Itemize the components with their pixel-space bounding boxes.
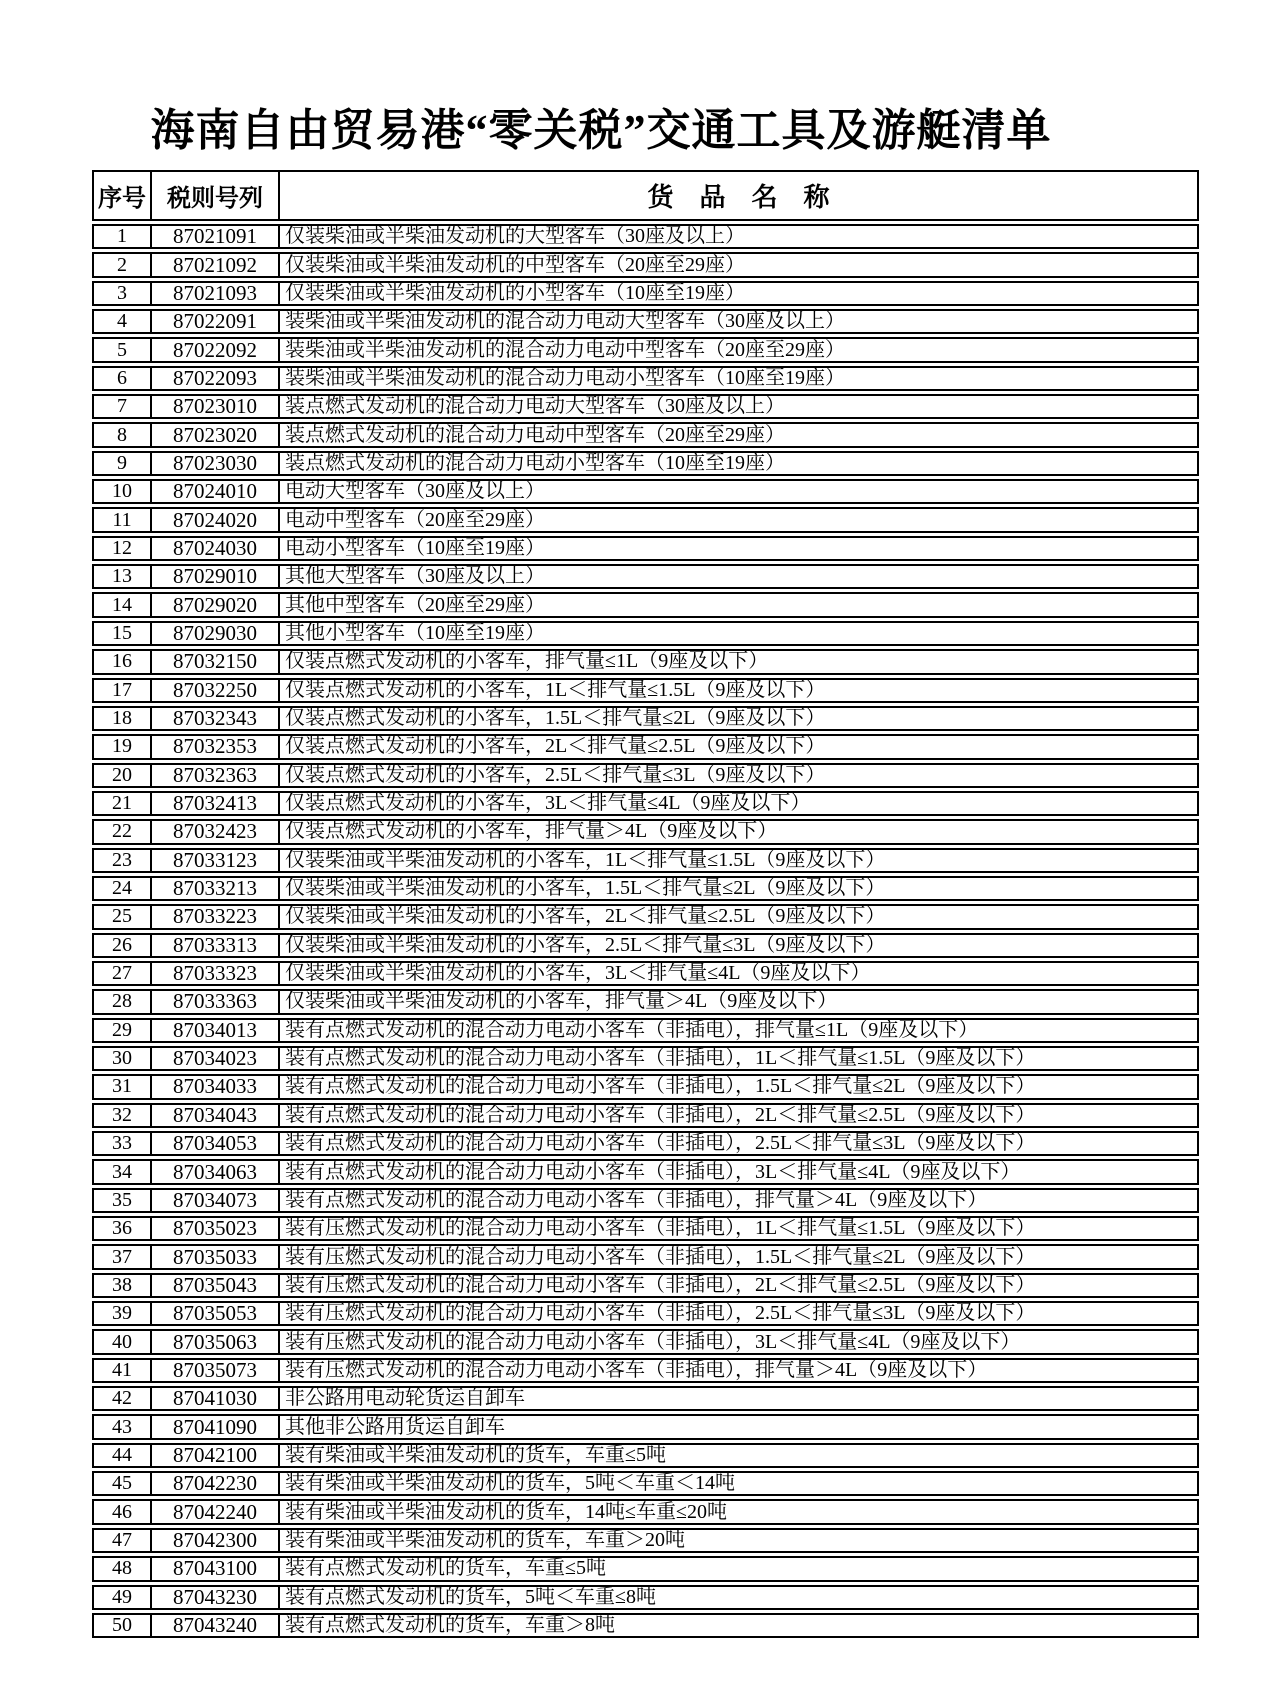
table-row xyxy=(92,252,1199,277)
product-name-cell: 仅装点燃式发动机的小客车，1L＜排气量≤1.5L（9座及以下） xyxy=(280,678,1199,703)
serial-number-cell: 20 xyxy=(92,763,152,788)
table-row xyxy=(92,961,1199,986)
product-name-cell: 装有点燃式发动机的混合动力电动小客车（非插电），2L＜排气量≤2.5L（9座及以下） xyxy=(280,1103,1199,1128)
tariff-code-cell: 87023030 xyxy=(152,451,280,476)
serial-number-cell: 26 xyxy=(92,933,152,958)
table-row xyxy=(92,564,1199,589)
tariff-code-cell: 87022092 xyxy=(152,337,280,362)
tariff-code-cell: 87024010 xyxy=(152,479,280,504)
serial-number-cell: 19 xyxy=(92,734,152,759)
serial-number-cell: 9 xyxy=(92,451,152,476)
table-row xyxy=(92,1074,1199,1099)
product-name-cell: 仅装柴油或半柴油发动机的小客车，3L＜排气量≤4L（9座及以下） xyxy=(280,961,1199,986)
table-row xyxy=(92,1613,1199,1638)
serial-number-cell: 1 xyxy=(92,224,152,249)
serial-number-cell: 47 xyxy=(92,1528,152,1553)
tariff-code-cell: 87032363 xyxy=(152,763,280,788)
product-name-cell: 仅装柴油或半柴油发动机的小客车，2L＜排气量≤2.5L（9座及以下） xyxy=(280,904,1199,929)
tariff-code-cell: 87024030 xyxy=(152,536,280,561)
tariff-code-cell: 87034053 xyxy=(152,1131,280,1156)
tariff-code-cell: 87035033 xyxy=(152,1244,280,1269)
serial-number-cell: 18 xyxy=(92,706,152,731)
serial-number-cell: 23 xyxy=(92,848,152,873)
table-row xyxy=(92,451,1199,476)
product-name-cell: 其他非公路用货运自卸车 xyxy=(280,1414,1199,1439)
product-name-cell: 仅装柴油或半柴油发动机的小客车，排气量＞4L（9座及以下） xyxy=(280,989,1199,1014)
serial-number-cell: 6 xyxy=(92,366,152,391)
tariff-code-cell: 87029030 xyxy=(152,621,280,646)
serial-number-cell: 45 xyxy=(92,1471,152,1496)
serial-number-cell: 40 xyxy=(92,1329,152,1354)
product-name-cell: 电动小型客车（10座至19座） xyxy=(280,536,1199,561)
tariff-code-cell: 87034023 xyxy=(152,1046,280,1071)
product-name-cell: 非公路用电动轮货运自卸车 xyxy=(280,1386,1199,1411)
serial-number-cell: 22 xyxy=(92,819,152,844)
tariff-code-cell: 87035063 xyxy=(152,1329,280,1354)
product-name-cell: 仅装柴油或半柴油发动机的小客车，2.5L＜排气量≤3L（9座及以下） xyxy=(280,933,1199,958)
product-name-cell: 其他中型客车（20座至29座） xyxy=(280,592,1199,617)
product-name-cell: 装有柴油或半柴油发动机的货车，14吨≤车重≤20吨 xyxy=(280,1499,1199,1524)
serial-number-cell: 5 xyxy=(92,337,152,362)
serial-number-cell: 14 xyxy=(92,592,152,617)
serial-number-cell: 48 xyxy=(92,1556,152,1581)
serial-number-cell: 32 xyxy=(92,1103,152,1128)
product-name-cell: 装有压燃式发动机的混合动力电动小客车（非插电），1L＜排气量≤1.5L（9座及以下） xyxy=(280,1216,1199,1241)
table-row xyxy=(92,1358,1199,1383)
table-row xyxy=(92,366,1199,391)
tariff-code-cell: 87034033 xyxy=(152,1074,280,1099)
table-row xyxy=(92,649,1199,674)
product-name-cell: 仅装点燃式发动机的小客车，2.5L＜排气量≤3L（9座及以下） xyxy=(280,763,1199,788)
serial-number-cell: 15 xyxy=(92,621,152,646)
tariff-code-cell: 87032353 xyxy=(152,734,280,759)
serial-number-cell: 36 xyxy=(92,1216,152,1241)
tariff-code-cell: 87021092 xyxy=(152,252,280,277)
tariff-code-cell: 87042240 xyxy=(152,1499,280,1524)
serial-number-cell: 33 xyxy=(92,1131,152,1156)
product-name-cell: 其他大型客车（30座及以上） xyxy=(280,564,1199,589)
serial-number-cell: 17 xyxy=(92,678,152,703)
table-row xyxy=(92,1386,1199,1411)
tariff-list-table xyxy=(92,167,1199,1641)
table-row xyxy=(92,1414,1199,1439)
table-row xyxy=(92,848,1199,873)
product-name-cell: 仅装点燃式发动机的小客车，1.5L＜排气量≤2L（9座及以下） xyxy=(280,706,1199,731)
product-name-cell: 装有点燃式发动机的混合动力电动小客车（非插电），排气量＞4L（9座及以下） xyxy=(280,1188,1199,1213)
table-row xyxy=(92,1585,1199,1610)
product-name-cell: 装点燃式发动机的混合动力电动大型客车（30座及以上） xyxy=(280,394,1199,419)
serial-number-cell: 31 xyxy=(92,1074,152,1099)
serial-number-cell: 25 xyxy=(92,904,152,929)
serial-number-cell: 2 xyxy=(92,252,152,277)
table-row xyxy=(92,1216,1199,1241)
table-header-row xyxy=(92,170,1199,221)
table-row xyxy=(92,791,1199,816)
product-name-cell: 仅装柴油或半柴油发动机的中型客车（20座至29座） xyxy=(280,252,1199,277)
product-name-cell: 装点燃式发动机的混合动力电动小型客车（10座至19座） xyxy=(280,451,1199,476)
table-row xyxy=(92,1471,1199,1496)
product-name-cell: 装有点燃式发动机的货车，车重≤5吨 xyxy=(280,1556,1199,1581)
serial-number-cell: 11 xyxy=(92,507,152,532)
table-row xyxy=(92,1131,1199,1156)
tariff-code-cell: 87032250 xyxy=(152,678,280,703)
serial-number-cell: 24 xyxy=(92,876,152,901)
product-name-cell: 仅装柴油或半柴油发动机的小客车，1.5L＜排气量≤2L（9座及以下） xyxy=(280,876,1199,901)
table-row xyxy=(92,1528,1199,1553)
table-row xyxy=(92,1046,1199,1071)
product-name-cell: 装柴油或半柴油发动机的混合动力电动大型客车（30座及以上） xyxy=(280,309,1199,334)
table-row xyxy=(92,1244,1199,1269)
product-name-cell: 仅装点燃式发动机的小客车，排气量＞4L（9座及以下） xyxy=(280,819,1199,844)
tariff-code-cell: 87033223 xyxy=(152,904,280,929)
table-row xyxy=(92,904,1199,929)
table-row xyxy=(92,1188,1199,1213)
tariff-code-cell: 87032423 xyxy=(152,819,280,844)
table-row xyxy=(92,734,1199,759)
tariff-code-cell: 87024020 xyxy=(152,507,280,532)
tariff-code-cell: 87035023 xyxy=(152,1216,280,1241)
tariff-code-cell: 87032413 xyxy=(152,791,280,816)
table-body xyxy=(92,224,1199,1638)
table-row xyxy=(92,1301,1199,1326)
tariff-code-cell: 87041030 xyxy=(152,1386,280,1411)
product-name-cell: 仅装柴油或半柴油发动机的小型客车（10座至19座） xyxy=(280,281,1199,306)
product-name-cell: 装有压燃式发动机的混合动力电动小客车（非插电），2.5L＜排气量≤3L（9座及以下） xyxy=(280,1301,1199,1326)
serial-number-cell: 34 xyxy=(92,1159,152,1184)
table-row xyxy=(92,1273,1199,1298)
serial-number-cell: 12 xyxy=(92,536,152,561)
table-row xyxy=(92,536,1199,561)
tariff-code-cell: 87035073 xyxy=(152,1358,280,1383)
tariff-code-cell: 87042230 xyxy=(152,1471,280,1496)
tariff-code-cell: 87034043 xyxy=(152,1103,280,1128)
tariff-code-cell: 87021093 xyxy=(152,281,280,306)
product-name-cell: 装有点燃式发动机的货车，5吨＜车重≤8吨 xyxy=(280,1585,1199,1610)
table-row xyxy=(92,592,1199,617)
tariff-code-cell: 87035053 xyxy=(152,1301,280,1326)
tariff-code-cell: 87033123 xyxy=(152,848,280,873)
product-name-cell: 装柴油或半柴油发动机的混合动力电动中型客车（20座至29座） xyxy=(280,337,1199,362)
product-name-cell: 装有压燃式发动机的混合动力电动小客车（非插电），2L＜排气量≤2.5L（9座及以下） xyxy=(280,1273,1199,1298)
page-title: 海南自由贸易港“零关税”交通工具及游艇清单 xyxy=(150,106,1052,155)
tariff-code-cell: 87033313 xyxy=(152,933,280,958)
tariff-code-cell: 87035043 xyxy=(152,1273,280,1298)
product-name-cell: 其他小型客车（10座至19座） xyxy=(280,621,1199,646)
serial-number-cell: 35 xyxy=(92,1188,152,1213)
table-row xyxy=(92,1443,1199,1468)
serial-number-cell: 13 xyxy=(92,564,152,589)
table-row xyxy=(92,819,1199,844)
serial-number-cell: 50 xyxy=(92,1613,152,1638)
product-name-cell: 装点燃式发动机的混合动力电动中型客车（20座至29座） xyxy=(280,422,1199,447)
serial-number-cell: 30 xyxy=(92,1046,152,1071)
product-name-cell: 电动中型客车（20座至29座） xyxy=(280,507,1199,532)
table-row xyxy=(92,309,1199,334)
tariff-code-cell: 87032150 xyxy=(152,649,280,674)
tariff-code-cell: 87043230 xyxy=(152,1585,280,1610)
serial-number-cell: 39 xyxy=(92,1301,152,1326)
serial-number-cell: 29 xyxy=(92,1018,152,1043)
tariff-code-cell: 87029010 xyxy=(152,564,280,589)
table-row xyxy=(92,1159,1199,1184)
tariff-code-cell: 87032343 xyxy=(152,706,280,731)
product-name-cell: 装有点燃式发动机的混合动力电动小客车（非插电），1.5L＜排气量≤2L（9座及以下） xyxy=(280,1074,1199,1099)
table-row xyxy=(92,479,1199,504)
tariff-code-cell: 87042300 xyxy=(152,1528,280,1553)
tariff-code-cell: 87043240 xyxy=(152,1613,280,1638)
product-name-cell: 装有压燃式发动机的混合动力电动小客车（非插电），3L＜排气量≤4L（9座及以下） xyxy=(280,1329,1199,1354)
product-name-cell: 仅装点燃式发动机的小客车，2L＜排气量≤2.5L（9座及以下） xyxy=(280,734,1199,759)
table-row xyxy=(92,394,1199,419)
table-row xyxy=(92,989,1199,1014)
tariff-code-cell: 87041090 xyxy=(152,1414,280,1439)
column-header-serial: 序号 xyxy=(92,170,152,221)
serial-number-cell: 10 xyxy=(92,479,152,504)
serial-number-cell: 28 xyxy=(92,989,152,1014)
product-name-cell: 装柴油或半柴油发动机的混合动力电动小型客车（10座至19座） xyxy=(280,366,1199,391)
tariff-code-cell: 87023010 xyxy=(152,394,280,419)
tariff-code-cell: 87034013 xyxy=(152,1018,280,1043)
serial-number-cell: 4 xyxy=(92,309,152,334)
tariff-code-cell: 87022093 xyxy=(152,366,280,391)
serial-number-cell: 42 xyxy=(92,1386,152,1411)
tariff-code-cell: 87033363 xyxy=(152,989,280,1014)
product-name-cell: 电动大型客车（30座及以上） xyxy=(280,479,1199,504)
table-row xyxy=(92,1556,1199,1581)
table-row xyxy=(92,1018,1199,1043)
serial-number-cell: 41 xyxy=(92,1358,152,1383)
serial-number-cell: 21 xyxy=(92,791,152,816)
product-name-cell: 仅装柴油或半柴油发动机的大型客车（30座及以上） xyxy=(280,224,1199,249)
tariff-code-cell: 87042100 xyxy=(152,1443,280,1468)
serial-number-cell: 27 xyxy=(92,961,152,986)
table-row xyxy=(92,224,1199,249)
table-row xyxy=(92,876,1199,901)
table-row xyxy=(92,422,1199,447)
product-name-cell: 装有柴油或半柴油发动机的货车，5吨＜车重＜14吨 xyxy=(280,1471,1199,1496)
product-name-cell: 装有点燃式发动机的混合动力电动小客车（非插电），1L＜排气量≤1.5L（9座及以下） xyxy=(280,1046,1199,1071)
table-row xyxy=(92,337,1199,362)
serial-number-cell: 3 xyxy=(92,281,152,306)
product-name-cell: 装有压燃式发动机的混合动力电动小客车（非插电），1.5L＜排气量≤2L（9座及以下） xyxy=(280,1244,1199,1269)
table-row xyxy=(92,1103,1199,1128)
table-row xyxy=(92,1499,1199,1524)
tariff-code-cell: 87029020 xyxy=(152,592,280,617)
tariff-code-cell: 87034073 xyxy=(152,1188,280,1213)
product-name-cell: 装有点燃式发动机的混合动力电动小客车（非插电），2.5L＜排气量≤3L（9座及以下） xyxy=(280,1131,1199,1156)
tariff-code-cell: 87023020 xyxy=(152,422,280,447)
product-name-cell: 装有点燃式发动机的混合动力电动小客车（非插电），排气量≤1L（9座及以下） xyxy=(280,1018,1199,1043)
product-name-cell: 装有柴油或半柴油发动机的货车，车重≤5吨 xyxy=(280,1443,1199,1468)
table-row xyxy=(92,507,1199,532)
tariff-code-cell: 87033323 xyxy=(152,961,280,986)
table-row xyxy=(92,281,1199,306)
product-name-cell: 仅装点燃式发动机的小客车，3L＜排气量≤4L（9座及以下） xyxy=(280,791,1199,816)
table-row xyxy=(92,706,1199,731)
serial-number-cell: 49 xyxy=(92,1585,152,1610)
tariff-code-cell: 87043100 xyxy=(152,1556,280,1581)
product-name-cell: 装有压燃式发动机的混合动力电动小客车（非插电），排气量＞4L（9座及以下） xyxy=(280,1358,1199,1383)
serial-number-cell: 7 xyxy=(92,394,152,419)
serial-number-cell: 38 xyxy=(92,1273,152,1298)
tariff-code-cell: 87022091 xyxy=(152,309,280,334)
product-name-cell: 仅装点燃式发动机的小客车，排气量≤1L（9座及以下） xyxy=(280,649,1199,674)
tariff-code-cell: 87034063 xyxy=(152,1159,280,1184)
serial-number-cell: 8 xyxy=(92,422,152,447)
serial-number-cell: 37 xyxy=(92,1244,152,1269)
serial-number-cell: 43 xyxy=(92,1414,152,1439)
column-header-product-name: 货 品 名 称 xyxy=(280,170,1199,221)
table-row xyxy=(92,933,1199,958)
product-name-cell: 装有点燃式发动机的货车，车重＞8吨 xyxy=(280,1613,1199,1638)
tariff-code-cell: 87033213 xyxy=(152,876,280,901)
table-row xyxy=(92,621,1199,646)
serial-number-cell: 44 xyxy=(92,1443,152,1468)
table-row xyxy=(92,678,1199,703)
table-row xyxy=(92,763,1199,788)
product-name-cell: 装有柴油或半柴油发动机的货车，车重＞20吨 xyxy=(280,1528,1199,1553)
product-name-cell: 装有点燃式发动机的混合动力电动小客车（非插电），3L＜排气量≤4L（9座及以下） xyxy=(280,1159,1199,1184)
serial-number-cell: 46 xyxy=(92,1499,152,1524)
serial-number-cell: 16 xyxy=(92,649,152,674)
product-name-cell: 仅装柴油或半柴油发动机的小客车，1L＜排气量≤1.5L（9座及以下） xyxy=(280,848,1199,873)
table-row xyxy=(92,1329,1199,1354)
tariff-code-cell: 87021091 xyxy=(152,224,280,249)
column-header-tariff-code: 税则号列 xyxy=(152,170,280,221)
